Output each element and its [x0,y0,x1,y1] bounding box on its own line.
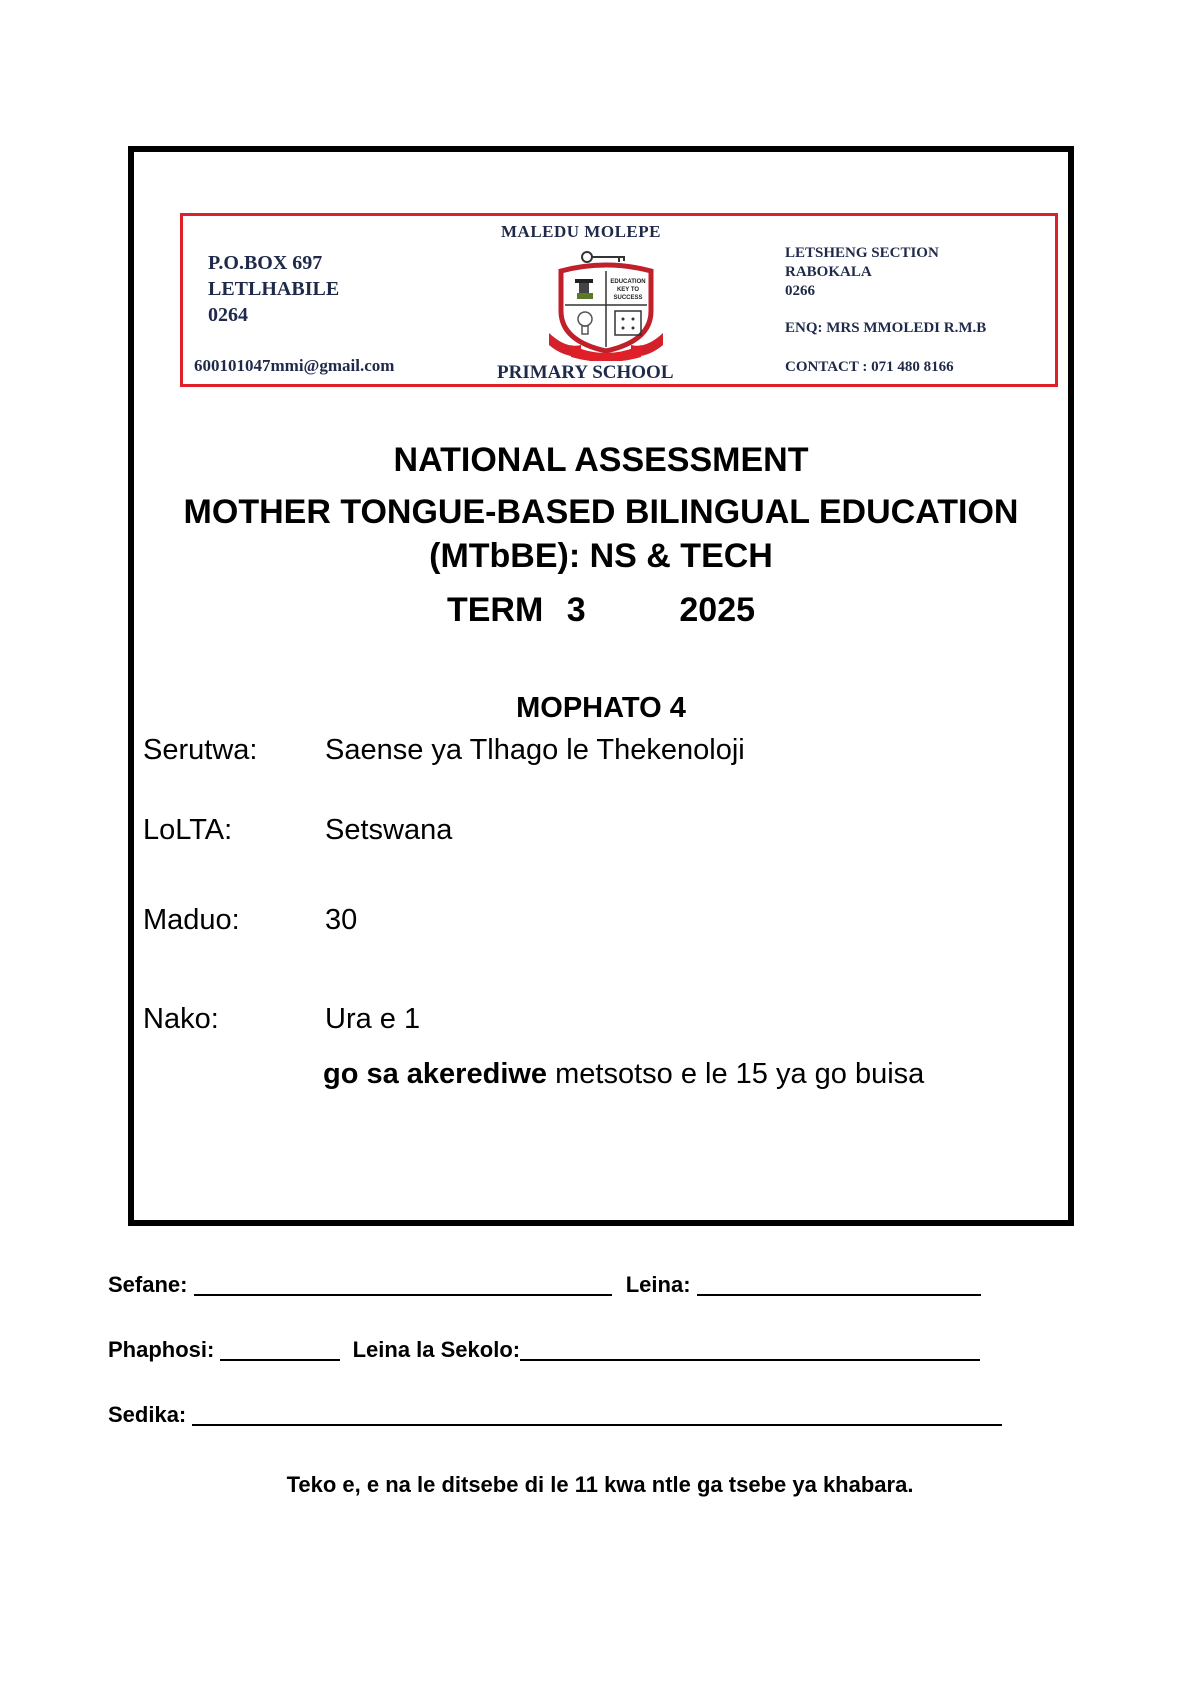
school-email: 600101047mmi@gmail.com [194,356,395,375]
enquiry: ENQ: MRS MMOLEDI R.M.B [785,320,987,336]
surname-label: Sefane: [108,1272,188,1297]
svg-text:EDUCATION: EDUCATION [610,279,646,285]
school-crest-icon [541,249,671,361]
school-field[interactable] [520,1339,980,1361]
svg-text:KEY TO: KEY TO [616,287,640,293]
name-field[interactable] [697,1274,981,1296]
page-count-note: Teko e, e na le ditsebe di le 11 kwa ntle ga tsebe ya khabara. [286,1472,914,1497]
surname-field[interactable] [194,1274,612,1296]
lolta-label: LoLTA: [143,814,233,846]
area: RABOKALA [785,264,872,280]
surname-row [108,1272,981,1298]
subject-label: Serutwa: [143,734,258,766]
postal-address [208,250,339,328]
school-label: Leina la Sekolo: [352,1337,521,1362]
area-code: 0266 [785,283,815,299]
school-letterhead [180,213,1058,387]
title-line-4: TERM 3 2025 [446,591,756,629]
assessment-title [128,440,1074,632]
marks-label: Maduo: [143,904,240,936]
postal-code: 0264 [208,304,248,326]
reading-time-note [323,1058,924,1091]
district-field[interactable] [220,1339,340,1361]
contact-number: CONTACT : 071 480 8166 [785,359,954,375]
name-label: Leina: [625,1272,691,1297]
po-box: P.O.BOX 697 [208,252,323,274]
centre-row [108,1402,1002,1428]
reading-time-bold: go sa akerediwe [323,1058,548,1090]
time-value: Ura e 1 [325,1003,421,1035]
title-line-3: (MTbBE): NS & TECH [429,537,773,575]
svg-text:SUCCESS: SUCCESS [613,295,643,301]
title-line-2: MOTHER TONGUE-BASED BILINGUAL EDUCATION [183,493,1019,531]
subject-value: Saense ya Tlhago le Thekenoloji [325,734,745,766]
district-row [108,1337,980,1363]
title-line-1: NATIONAL ASSESSMENT [393,441,809,479]
centre-label: Sedika: [108,1402,187,1427]
school-name-top: MALEDU MOLEPE [501,222,661,241]
time-label: Nako: [143,1003,219,1035]
town: LETLHABILE [208,278,340,300]
grade-heading: MOPHATO 4 [516,692,686,724]
lolta-value: Setswana [325,814,453,846]
section: LETSHENG SECTION [785,245,939,261]
reading-time-rest: metsotso e le 15 ya go buisa [547,1058,925,1090]
district-label: Phaphosi: [108,1337,215,1362]
marks-value: 30 [325,904,358,936]
school-name-bottom: PRIMARY SCHOOL [497,362,674,383]
centre-field[interactable] [192,1404,1002,1426]
physical-address [785,244,986,338]
